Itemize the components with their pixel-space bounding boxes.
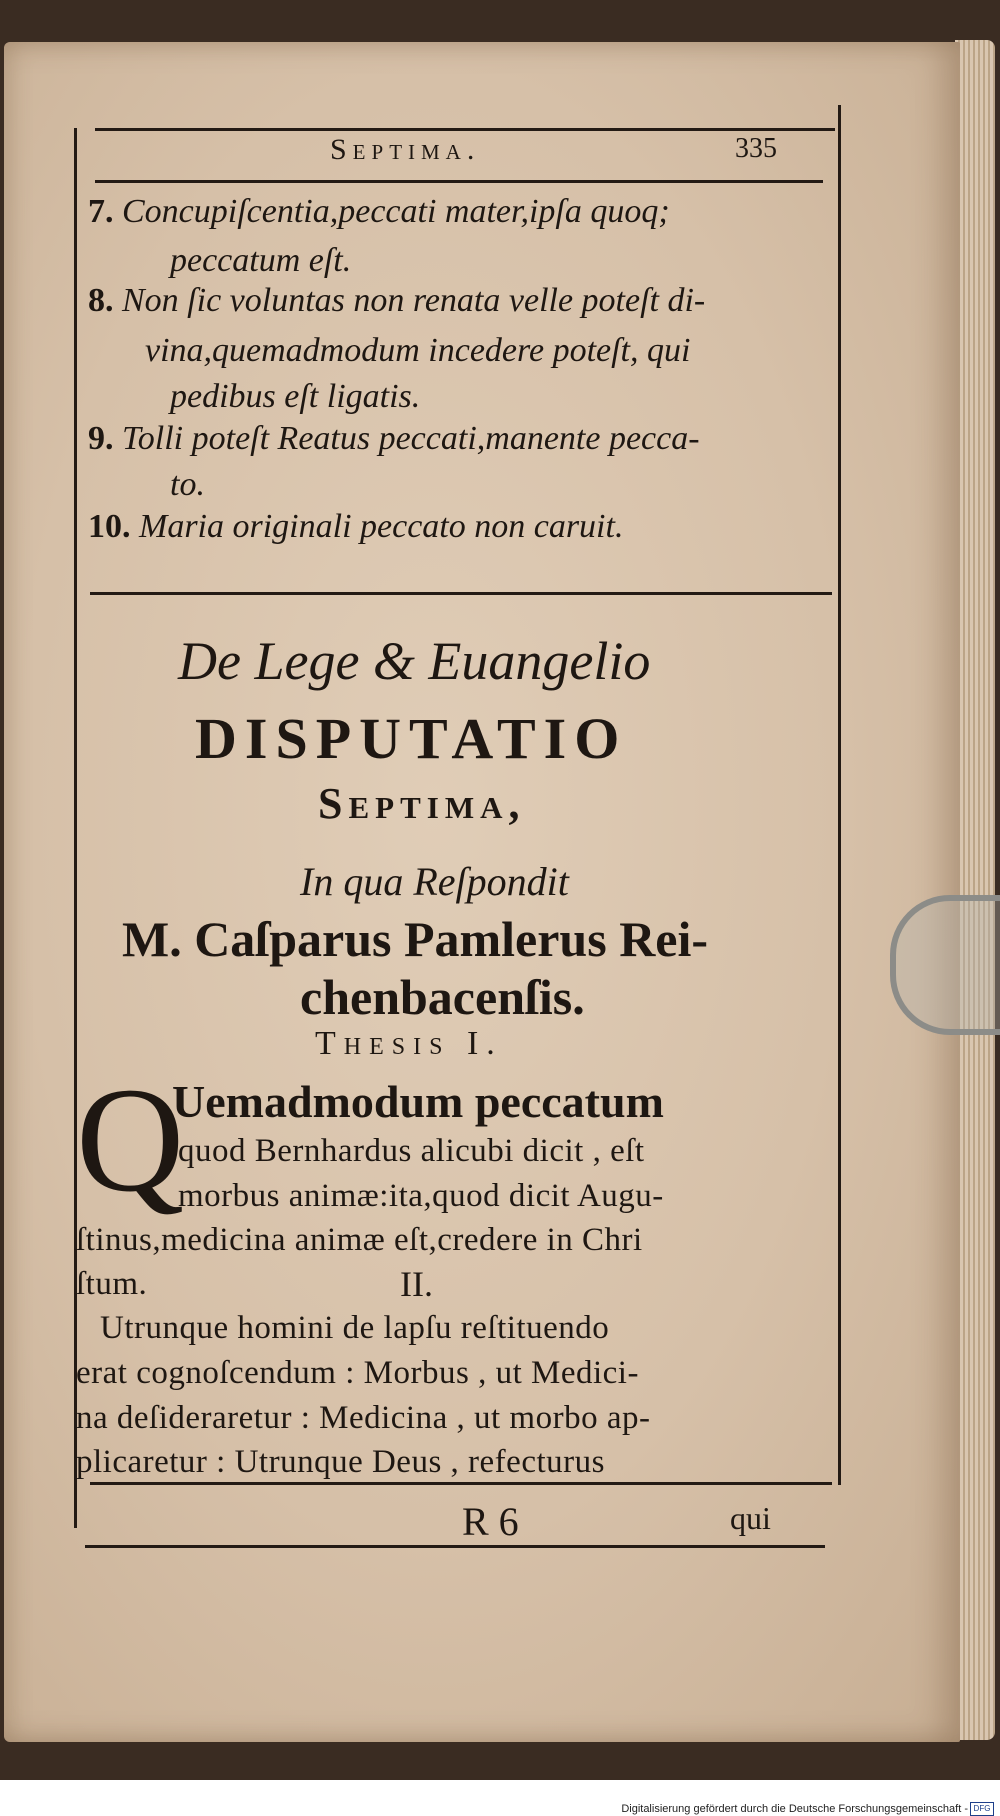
thesis-9-cont: to. <box>170 466 205 503</box>
thesis-9 <box>88 420 700 458</box>
title-in-qua: In qua Reſpondit <box>300 859 569 904</box>
body-line-4: ſtinus,medicina animæ eſt,credere in Chri <box>76 1222 643 1258</box>
funding-credit: Digitalisierung gefördert durch die Deutsche Forschungsgemeinschaft - <box>621 1803 968 1815</box>
body-line-5: ſtum. <box>76 1266 148 1302</box>
title-septima: Septima, <box>318 779 526 828</box>
foot-rule <box>85 1545 825 1548</box>
thesis-text: Tolli poteſt Reatus peccati,manente pecca- <box>122 420 700 457</box>
respondent-name-2: chenbacenſis. <box>300 969 585 1025</box>
bottom-rule <box>90 1482 832 1485</box>
body-line-7: erat cognoſcendum : Morbus , ut Medici- <box>76 1355 639 1391</box>
thesis-number: 7. <box>88 193 114 230</box>
thesis-text: Concupiſcentia,peccati mater,ipſa quoq; <box>122 193 670 230</box>
thesis-7 <box>88 193 670 231</box>
top-rule <box>95 128 835 131</box>
dfg-logo: DFG <box>970 1802 994 1816</box>
head-rule <box>95 180 823 183</box>
running-head: Septima. <box>330 133 481 166</box>
thesis-10 <box>88 508 623 546</box>
thesis-number: 9. <box>88 420 114 457</box>
body-line-2: quod Bernhardus alicubi dicit , eſt <box>178 1133 645 1169</box>
body-line-1: Uemadmodum peccatum <box>172 1076 664 1127</box>
frame-rule-right <box>838 105 841 1485</box>
drop-cap: Q <box>76 1057 185 1223</box>
thesis-ii-heading: II. <box>400 1264 433 1304</box>
body-line-8: na deſideraretur : Medicina , ut morbo ap- <box>76 1400 651 1436</box>
body-line-6: Utrunque homini de lapſu reſtituendo <box>100 1310 610 1346</box>
respondent-name-1: M. Caſparus Pamlerus Rei- <box>122 911 709 967</box>
title-disputatio: DISPUTATIO <box>195 706 628 771</box>
body-line-3: morbus animæ:ita,quod dicit Augu- <box>178 1178 664 1214</box>
body-line-9: plicaretur : Utrunque Deus , refecturus <box>76 1444 605 1480</box>
thesis-text: Non ſic voluntas non renata velle poteſt di- <box>122 282 706 319</box>
thesis-heading: Thesis I. <box>315 1025 503 1062</box>
catchword: qui <box>730 1500 771 1536</box>
book-clasp <box>890 895 1000 1035</box>
thesis-7-cont: peccatum eſt. <box>170 242 352 279</box>
thesis-8 <box>88 282 705 320</box>
page-edges <box>955 40 995 1740</box>
thesis-text: Maria originali peccato non caruit. <box>139 508 624 545</box>
thesis-number: 10. <box>88 508 131 545</box>
page-number: 335 <box>735 133 777 164</box>
thesis-8-cont-1: vina,quemadmodum incedere poteſt, qui <box>145 332 691 369</box>
frame-rule-left <box>74 128 77 1528</box>
thesis-number: 8. <box>88 282 114 319</box>
signature-mark: R 6 <box>462 1499 519 1544</box>
section-rule <box>90 592 832 595</box>
thesis-8-cont-2: pedibus eſt ligatis. <box>170 378 421 415</box>
title-de-lege: De Lege & Euangelio <box>178 631 651 691</box>
